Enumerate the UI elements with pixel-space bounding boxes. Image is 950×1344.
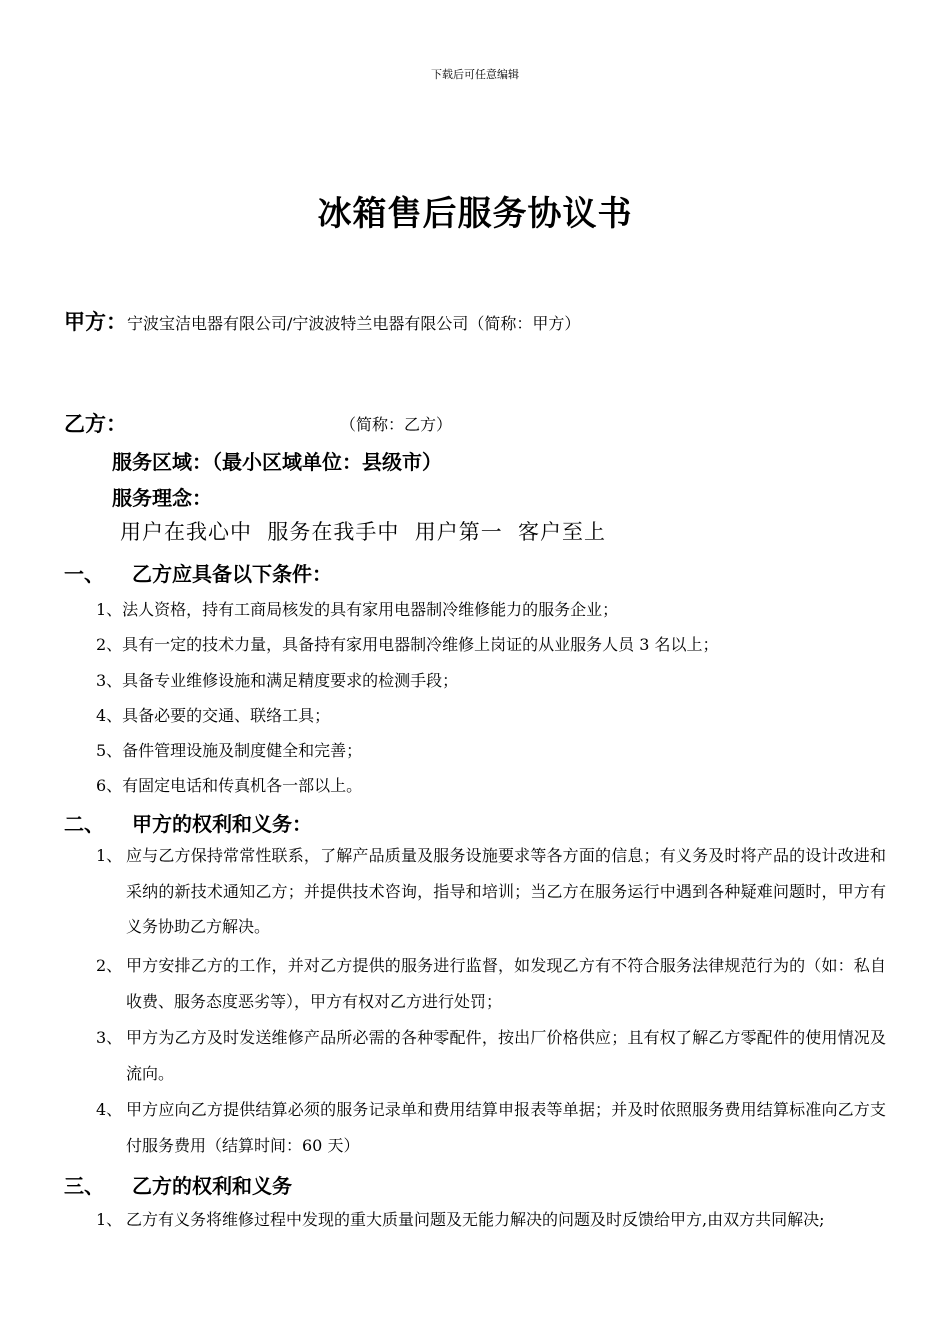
list-item [96, 1092, 886, 1163]
list-item [96, 1202, 886, 1238]
party-b-label: 乙方： [64, 412, 127, 436]
service-motto: 用户在我心中 服务在我手中 用户第一 客户至上 [120, 520, 607, 544]
list-item: 3、具备专业维修设施和满足精度要求的检测手段； [96, 671, 459, 690]
section-1-title: 乙方应具备以下条件： [132, 562, 332, 586]
section-3-title: 乙方的权利和义务 [132, 1174, 292, 1198]
service-concept-label: 服务理念： [112, 486, 212, 510]
section-1-number: 一、 [64, 562, 104, 586]
header-note: 下载后可任意编辑 [431, 68, 519, 81]
list-item [96, 1020, 886, 1091]
list-item: 1、法人资格，持有工商局核发的具有家用电器制冷维修能力的服务企业； [96, 600, 619, 619]
party-a-value: 宁波宝洁电器有限公司/宁波波特兰电器有限公司（简称：甲方） [127, 314, 581, 333]
section-2-number: 二、 [64, 812, 104, 836]
item-text: 应与乙方保持常常性联系，了解产品质量及服务设施要求等各方面的信息；有义务及时将产品的设计改进和采纳的新技术通知乙方；并提供技术咨询，指导和培训；当乙方在服务运行中遇到各种疑难问题时，甲方有义务协助乙方解决。 [126, 846, 886, 936]
item-number: 1、 [96, 1210, 123, 1229]
list-item: 4、具备必要的交通、联络工具； [96, 706, 331, 725]
party-a-line [64, 306, 580, 336]
item-number: 4、 [96, 1100, 123, 1119]
list-item: 6、有固定电话和传真机各一部以上。 [96, 776, 363, 795]
item-text: 甲方为乙方及时发送维修产品所必需的各种零配件，按出厂价格供应；且有权了解乙方零配件的使用情况及流向。 [126, 1028, 886, 1083]
section-2-title: 甲方的权利和义务： [132, 812, 312, 836]
item-number: 3、 [96, 1028, 123, 1047]
item-text: 甲方安排乙方的工作，并对乙方提供的服务进行监督，如发现乙方有不符合服务法律规范行为的（如：私自收费、服务态度恶劣等），甲方有权对乙方进行处罚； [126, 956, 886, 1011]
list-item: 5、备件管理设施及制度健全和完善； [96, 741, 363, 760]
item-number: 1、 [96, 846, 123, 865]
list-item [96, 838, 886, 945]
party-a-label: 甲方： [64, 310, 127, 334]
service-area: 服务区域：（最小区域单位：县级市） [112, 450, 442, 474]
list-item: 2、具有一定的技术力量，具备持有家用电器制冷维修上岗证的从业服务人员 3 名以上； [96, 635, 719, 654]
item-text: 甲方应向乙方提供结算必须的服务记录单和费用结算申报表等单据；并及时依照服务费用结算标准向乙方支付服务费用（结算时间：60 天） [126, 1100, 886, 1155]
party-b-short-name: （简称：乙方） [340, 415, 453, 434]
list-item [96, 948, 886, 1019]
item-number: 2、 [96, 956, 123, 975]
item-text: 乙方有义务将维修过程中发现的重大质量问题及无能力解决的问题及时反馈给甲方,由双方共同解决; [126, 1210, 825, 1229]
document-title: 冰箱售后服务协议书 [317, 194, 633, 234]
section-3-number: 三、 [64, 1174, 104, 1198]
